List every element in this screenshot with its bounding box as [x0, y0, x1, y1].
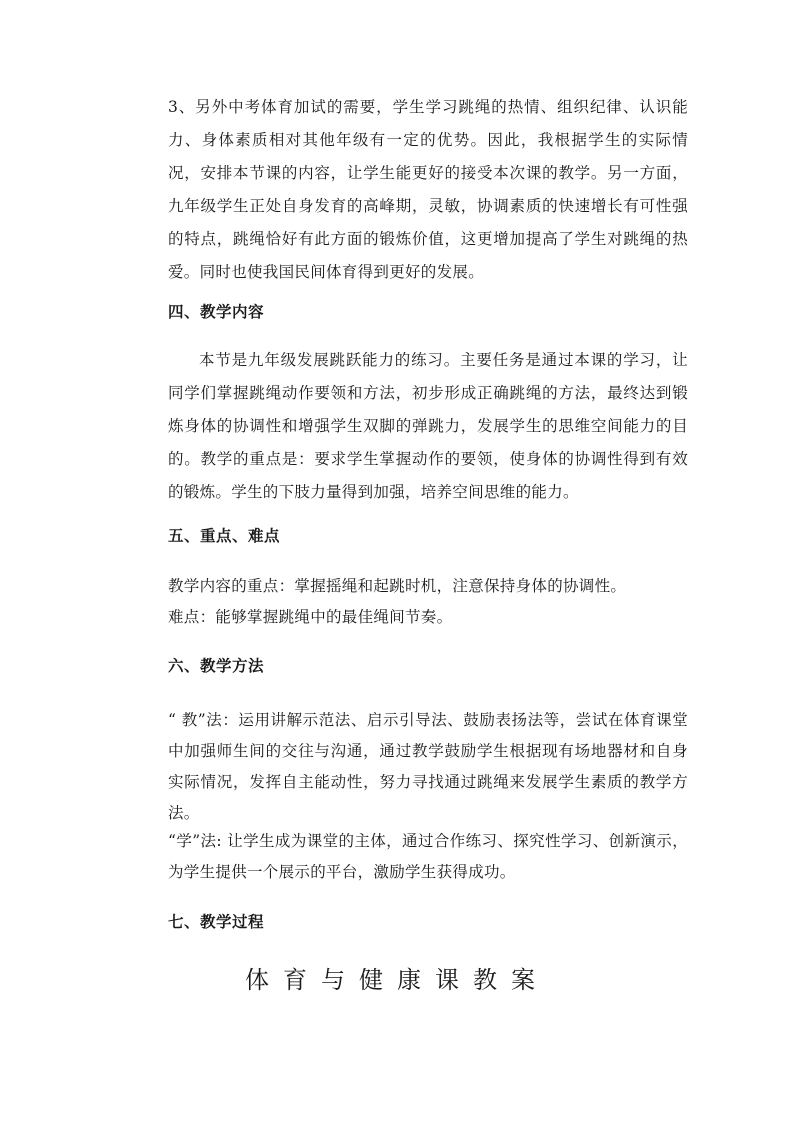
text-difficulty: 难点：能够掌握跳绳中的最佳绳间节奏。 — [168, 608, 453, 626]
heading-key-difficult-points: 五、重点、难点 — [168, 527, 281, 545]
heading-teaching-process: 七、教学过程 — [168, 913, 265, 931]
heading-teaching-methods: 六、教学方法 — [168, 657, 265, 675]
paragraph-point-3: 3、另外中考体育加试的需要，学生学习跳绳的热情、组织纪律、认识能力、身体素质相对其他年级有一定的优势。因此，我根据学生的实际情况，安排本节课的内容，让学生能更好的接受本次课的教学。另一方面，九年级学生正处自身发育的高峰期，灵敏，协调素质的快速增长有可性强的特点，跳绳恰好有此方面的锻炼价值，这更增加提高了学生对跳绳的热爱。同时也使我国民间体育得到更好的发展。 — [168, 98, 688, 281]
paragraph-teach-method: “ 教”法：运用讲解示范法、启示引导法、鼓励表扬法等，尝试在体育课堂中加强师生间的交往与沟通，通过教学鼓励学生根据现有场地器材和自身实际情况，发挥自主能动性，努力寻找通过跳绳来发展学生素质的教学方法。 — [168, 711, 688, 822]
paragraph-learn-method: “学”法: 让学生成为课堂的主体，通过合作练习、探究性学习、创新演示，为学生提供一个展示的平台，激励学生获得成功。 — [168, 832, 688, 881]
lesson-plan-title: 体育与健康课教案 — [245, 966, 549, 994]
text-key-point: 教学内容的重点：掌握摇绳和起跳时机，注意保持身体的协调性。 — [168, 577, 627, 595]
heading-teaching-content: 四、教学内容 — [168, 303, 265, 321]
paragraph-teaching-content: 本节是九年级发展跳跃能力的练习。主要任务是通过本课的学习，让同学们掌握跳绳动作要领和方法，初步形成正确跳绳的方法，最终达到锻炼身体的协调性和增强学生双脚的弹跳力，发展学生的思维空间能力的目的。教学的重点是：要求学生掌握动作的要领，使身体的协调性得到有效的锻炼。学生的下肢力量得到加强，培养空间思维的能力。 — [168, 351, 688, 501]
